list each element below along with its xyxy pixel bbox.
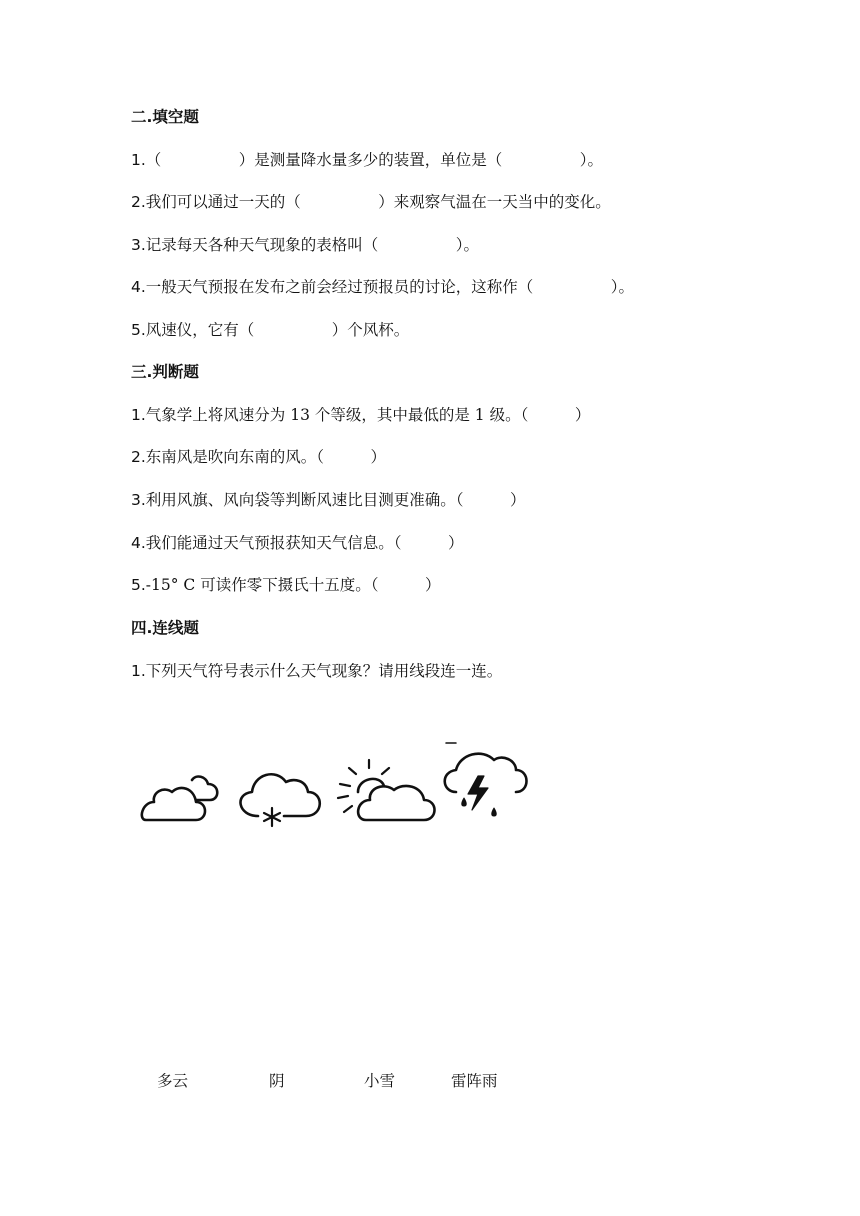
question-fill-1: 1.（ ）是测量降水量多少的装置，单位是（ ）。 [131, 151, 604, 169]
label-light-snow: 小雪 [364, 1072, 396, 1090]
partly-cloudy-icon [338, 760, 435, 820]
thunderstorm-icon [445, 743, 527, 816]
section-heading-matching: 四.连线题 [131, 619, 199, 637]
question-tf-4: 4.我们能通过天气预报获知天气信息。（ ） [131, 534, 464, 552]
section-heading-true-false: 三.判断题 [131, 363, 199, 381]
snow-icon [241, 774, 320, 826]
label-overcast: 阴 [269, 1072, 285, 1090]
question-match-1: 1.下列天气符号表示什么天气现象？请用线段连一连。 [131, 662, 503, 680]
question-fill-3: 3.记录每天各种天气现象的表格叫（ ）。 [131, 236, 480, 254]
question-tf-3: 3.利用风旗、风向袋等判断风速比目测更准确。（ ） [131, 491, 526, 509]
question-tf-5: 5.-15° C 可读作零下摄氏十五度。（ ） [131, 576, 441, 594]
label-thunder-shower: 雷阵雨 [451, 1072, 498, 1090]
question-tf-2: 2.东南风是吹向东南的风。（ ） [131, 448, 387, 466]
question-fill-2: 2.我们可以通过一天的（ ）来观察气温在一天当中的变化。 [131, 193, 611, 211]
cloudy-icon [142, 777, 217, 820]
question-fill-5: 5.风速仪，它有（ ）个风杯。 [131, 321, 410, 339]
question-fill-4: 4.一般天气预报在发布之前会经过预报员的讨论，这称作（ ）。 [131, 278, 635, 296]
question-tf-1: 1.气象学上将风速分为 13 个等级，其中最低的是 1 级。（ ） [131, 406, 591, 424]
label-cloudy: 多云 [157, 1072, 189, 1090]
weather-symbols [134, 738, 544, 833]
section-heading-fill-blank: 二.填空题 [131, 108, 199, 126]
